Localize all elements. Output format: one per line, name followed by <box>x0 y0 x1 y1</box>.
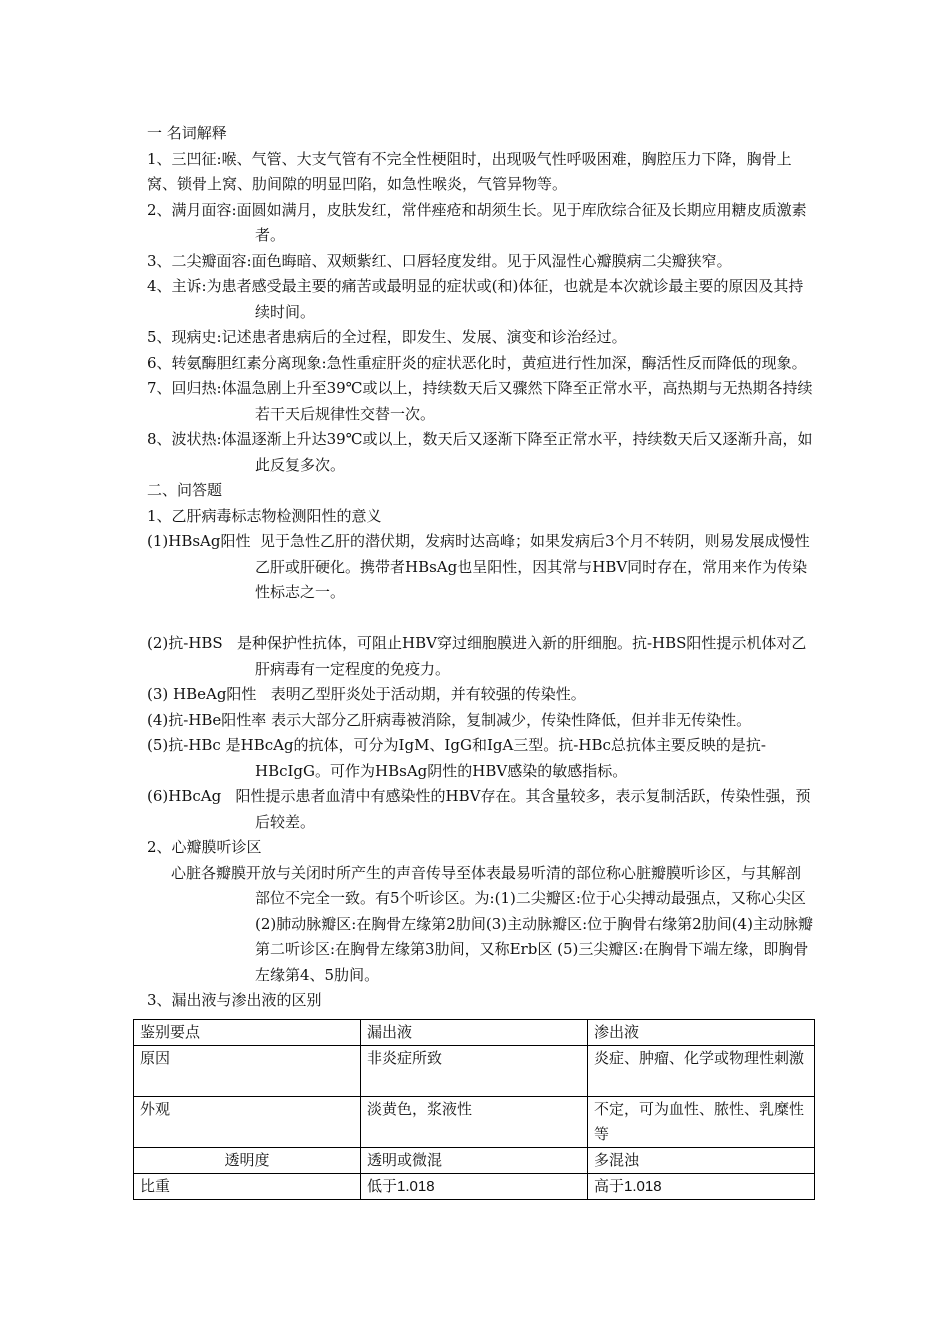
term-item <box>147 249 815 275</box>
auscultation-text: 心脏各瓣膜开放与关闭时所产生的声音传导至体表最易听清的部位称心脏瓣膜听诊区，与其解剖部位不完全一致。有5个听诊区。为:(1)二尖瓣区:位于心尖搏动最强点，又称心尖区(2)肺动脉瓣区:在胸骨左缘第2肋间(3)主动脉瓣区:位于胸骨右缘第2肋间(4)主动脉瓣第二听诊区:在胸骨左缘第3肋间，又称Erb区 (5)三尖瓣区:在胸骨下端左缘，即胸骨左缘第4、5肋间。 <box>171 863 813 984</box>
table-cell: 淡黄色，浆液性 <box>361 1097 588 1148</box>
table-row <box>134 1148 815 1174</box>
marker-label: (6)HBcAg <box>147 787 222 805</box>
table-cell: 透明或微混 <box>361 1148 588 1174</box>
marker-label: (1)HBsAg阳性 <box>147 532 251 550</box>
marker-label: (3) HBeAg阳性 <box>147 685 257 703</box>
term-label: 5、现病史: <box>147 328 222 346</box>
term-label: 4、主诉: <box>147 277 207 295</box>
term-text: 喉、气管、大支气管有不完全性梗阻时，出现吸气性呼吸困难，胸腔压力下降，胸骨上窝、锁骨上窝、肋间隙的明显凹陷，如急性喉炎，气管异物等。 <box>147 149 792 193</box>
comparison-table <box>133 1019 815 1200</box>
marker-text: 表示大部分乙肝病毒被消除，复制减少，传染性降低，但并非无传染性。 <box>271 710 752 729</box>
marker-label: (2)抗-HBS <box>147 634 223 652</box>
table-cell: 多混浊 <box>588 1148 815 1174</box>
marker-text: 表明乙型肝炎处于活动期，并有较强的传染性。 <box>270 685 586 703</box>
table-cell: 不定，可为血性、脓性、乳糜性等 <box>588 1097 815 1148</box>
table-row <box>134 1097 815 1148</box>
term-label: 7、回归热: <box>147 379 222 397</box>
term-text: 体温逐渐上升达39℃或以上，数天后又逐渐下降至正常水平，持续数天后又逐渐升高，如此反复多次。 <box>221 430 813 474</box>
marker-label: (4)抗-HBe阳性率 <box>147 710 267 729</box>
term-text: 记述患者患病后的全过程，即发生、发展、演变和诊治经过。 <box>221 328 627 346</box>
marker-text: 阳性提示患者血清中有感染性的HBV存在。其含量较多，表示复制活跃，传染性强，预后较差。 <box>235 787 811 831</box>
marker-item <box>147 529 815 606</box>
term-item <box>147 198 815 249</box>
term-item <box>147 427 815 478</box>
term-label: 1、三凹征: <box>147 149 222 168</box>
table-cell: 非炎症所致 <box>361 1046 588 1097</box>
question-title: 1、乙肝病毒标志物检测阳性的意义 <box>147 506 382 525</box>
question-title: 2、心瓣膜听诊区 <box>147 838 262 856</box>
marker-label: (5)抗-HBc <box>147 736 221 754</box>
marker-text: 是种保护性抗体，可阻止HBV穿过细胞膜进入新的肝细胞。抗-HBS阳性提示机体对乙肝病毒有一定程度的免疫力。 <box>237 634 807 678</box>
document-body <box>147 121 815 1014</box>
term-label: 3、二尖瓣面容: <box>147 251 252 270</box>
marker-item <box>147 784 815 835</box>
marker-text: 见于急性乙肝的潜伏期，发病时达高峰；如果发病后3个月不转阴，则易发展成慢性乙肝或肝硬化。携带者HBsAg也呈阳性，因其常与HBV同时存在，常用来作为传染性标志之一。 <box>255 532 810 601</box>
section-title: 一 名词解释 <box>147 124 227 142</box>
question-body <box>147 861 815 989</box>
spacer <box>147 606 815 632</box>
term-text: 为患者感受最主要的痛苦或最明显的症状或(和)体征，也就是本次就诊最主要的原因及其持续时间。 <box>206 277 804 321</box>
term-item <box>147 351 815 377</box>
term-label: 6、转氨酶胆红素分离现象: <box>147 353 327 372</box>
marker-item <box>147 631 815 682</box>
table-cell: 低于1.018 <box>361 1174 588 1200</box>
table-cell: 高于1.018 <box>588 1174 815 1200</box>
term-label: 8、波状热: <box>147 430 222 448</box>
term-item <box>147 274 815 325</box>
section-title: 二、问答题 <box>147 481 223 499</box>
term-text: 面色晦暗、双颊紫红、口唇轻度发绀。见于风湿性心瓣膜病二尖瓣狭窄。 <box>251 251 732 270</box>
table-row <box>134 1046 815 1097</box>
term-text: 面圆如满月，皮肤发红，常伴痤疮和胡须生长。见于库欣综合征及长期应用糖皮质激素者。 <box>236 200 807 244</box>
term-label: 2、满月面容: <box>147 200 237 219</box>
table-cell: 比重 <box>134 1174 361 1200</box>
marker-item <box>147 682 815 708</box>
table-header-cell: 渗出液 <box>588 1020 815 1046</box>
marker-item <box>147 733 815 784</box>
marker-item <box>147 708 815 734</box>
table-cell: 原因 <box>134 1046 361 1097</box>
table-row <box>134 1174 815 1200</box>
table-cell: 炎症、肿瘤、化学或物理性刺激 <box>588 1046 815 1097</box>
table-cell: 外观 <box>134 1097 361 1148</box>
term-text: 体温急剧上升至39℃或以上，持续数天后又骤然下降至正常水平，高热期与无热期各持续若干天后规律性交替一次。 <box>221 379 813 423</box>
term-item <box>147 376 815 427</box>
question-title: 3、漏出液与渗出液的区别 <box>147 991 322 1009</box>
marker-text: 是HBcAg的抗体，可分为IgM、IgG和IgA三型。抗-HBc总抗体主要反映的是抗-HBcIgG。可作为HBsAg阴性的HBV感染的敏感指标。 <box>225 736 766 780</box>
term-text: 急性重症肝炎的症状恶化时，黄疸进行性加深，酶活性反而降低的现象。 <box>326 353 807 372</box>
table-header-cell: 漏出液 <box>361 1020 588 1046</box>
table-cell: 透明度 <box>134 1148 361 1174</box>
table-header-row <box>134 1020 815 1046</box>
table-header-cell: 鉴别要点 <box>134 1020 361 1046</box>
term-item <box>147 325 815 351</box>
term-item <box>147 147 815 198</box>
